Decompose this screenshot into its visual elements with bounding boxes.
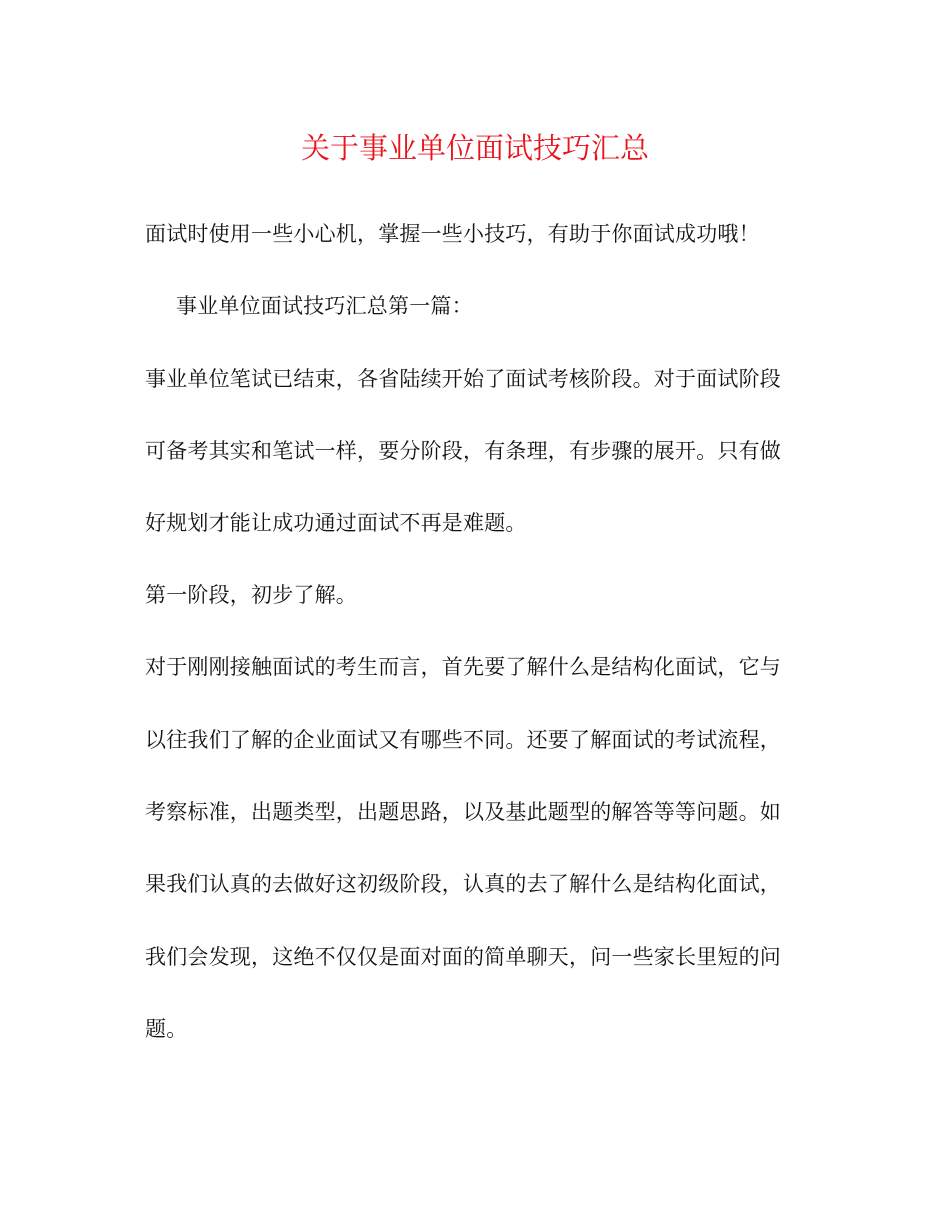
- paragraph-line: 我们会发现，这绝不仅仅是面对面的简单聊天，问一些家长里短的问: [145, 945, 781, 969]
- paragraph-line: 事业单位笔试已结束，各省陆续开始了面试考核阶段。对于面试阶段: [145, 367, 781, 391]
- intro-line: 面试时使用一些小心机，掌握一些小技巧，有助于你面试成功哦！: [145, 222, 760, 246]
- paragraph-line: 考察标准，出题类型，出题思路，以及基此题型的解答等等问题。如: [145, 800, 781, 824]
- paragraph-line: 题。: [145, 1017, 188, 1041]
- paragraph-line: 以往我们了解的企业面试又有哪些不同。还要了解面试的考试流程，: [145, 728, 781, 752]
- paragraph-line: 好规划才能让成功通过面试不再是难题。: [145, 511, 527, 535]
- paragraph-line: 果我们认真的去做好这初级阶段，认真的去了解什么是结构化面试，: [145, 872, 781, 896]
- paragraph-line: 对于刚刚接触面试的考生而言，首先要了解什么是结构化面试，它与: [145, 655, 781, 679]
- paragraph-line: 可备考其实和笔试一样，要分阶段，有条理，有步骤的展开。只有做: [145, 439, 781, 463]
- document-title: 关于事业单位面试技巧汇总: [300, 131, 649, 165]
- stage-heading: 第一阶段，初步了解。: [145, 583, 357, 607]
- section-heading: 事业单位面试技巧汇总第一篇：: [176, 294, 473, 318]
